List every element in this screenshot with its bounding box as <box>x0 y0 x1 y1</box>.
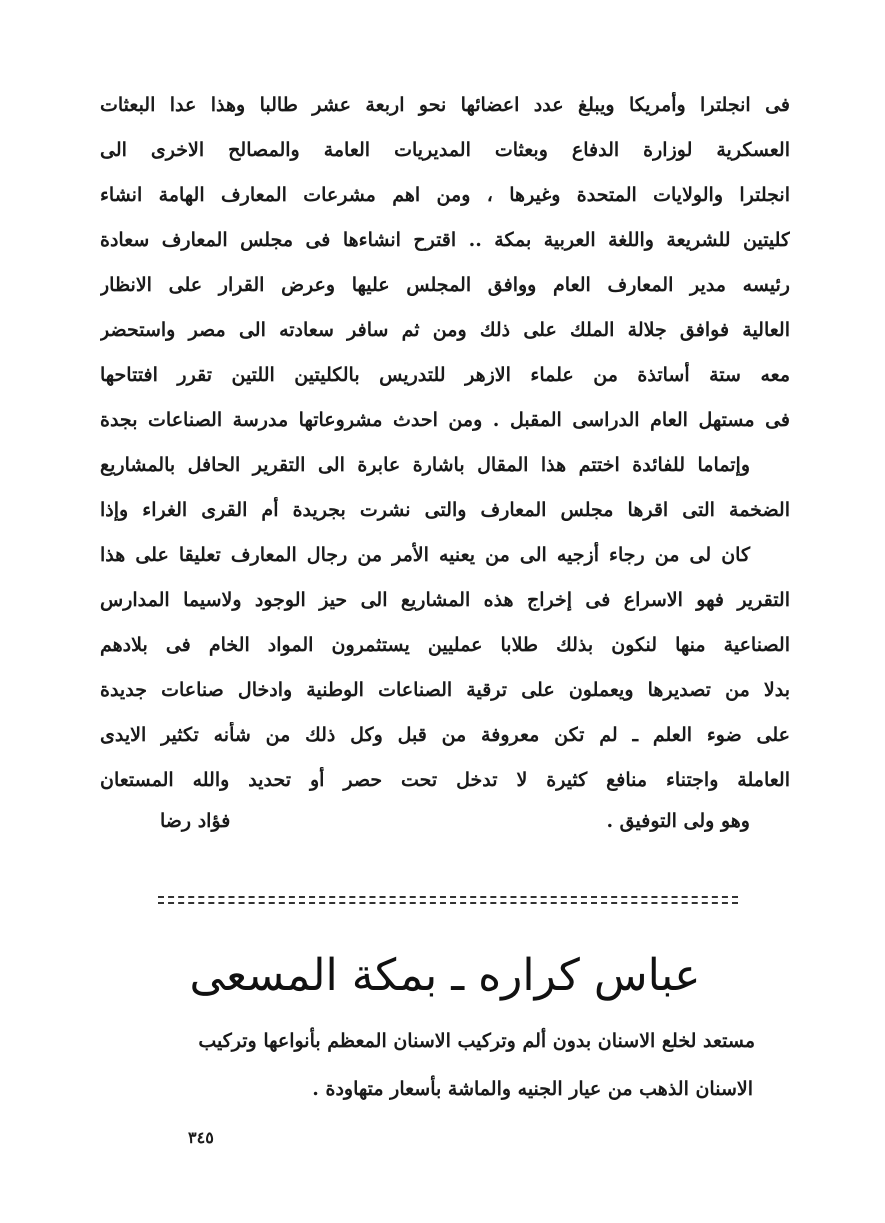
article-line-8: فى مستهل العام الدراسى المقبل . ومن احدث مشروعاتها مدرسة الصناعات بجدة <box>100 409 790 431</box>
closing-text: وهو ولى التوفيق . <box>606 810 750 832</box>
page-number: ٣٤٥ <box>188 1128 214 1147</box>
article-line-2: العسكرية لوزارة الدفاع وبعثات المديريات العامة والمصالح الاخرى الى <box>100 139 790 161</box>
article-line-14: بدلا من تصديرها ويعملون على ترقية الصناعات الوطنية وادخال صناعات جديدة <box>100 679 790 701</box>
article-line-5: رئيسه مدير المعارف العام ووافق المجلس عليها وعرض القرار على الانظار <box>100 274 790 296</box>
article-line-3: انجلترا والولايات المتحدة وغيرها ، ومن اهم مشرعات المعارف الهامة انشاء <box>100 184 790 206</box>
article-line-10: الضخمة التى اقرها مجلس المعارف والتى نشرت بجريدة أم القرى الغراء وإذا <box>100 499 790 521</box>
advertisement-line-1: مستعد لخلع الاسنان بدون ألم وتركيب الاسنان المعظم بأنواعها وتركيب <box>198 1030 755 1052</box>
article-line-13: الصناعية منها لنكون بذلك طلابا عمليين يستثمرون المواد الخام فى بلادهم <box>100 634 790 656</box>
article-line-1: فى انجلترا وأمريكا ويبلغ عدد اعضائها نحو اربعة عشر طالبا وهذا عدا البعثات <box>100 94 790 116</box>
article-line-15: على ضوء العلم ـ لم تكن معروفة من قبل وكل ذلك من شأنه تكثير الايدى <box>100 724 790 746</box>
article-line-4: كليتين للشريعة واللغة العربية بمكة .. اقترح انشاءها فى مجلس المعارف سعادة <box>100 229 790 251</box>
advertisement-line-2: الاسنان الذهب من عيار الجنيه والماشة بأسعار متهاودة . <box>312 1078 753 1100</box>
advertisement-title: عباس كراره ـ بمكة المسعى <box>189 950 701 1001</box>
article-line-12: التقرير فهو الاسراع فى إخراج هذه المشاريع الى حيز الوجود ولاسيما المدارس <box>100 589 790 611</box>
author-name: فؤاد رضا <box>160 810 231 832</box>
article-body <box>100 92 790 812</box>
article-signoff <box>160 810 750 832</box>
section-divider-top <box>158 896 738 898</box>
article-line-6: العالية فوافق جلالة الملك على ذلك ومن ثم سافر سعادته الى مصر واستحضر <box>100 319 790 341</box>
section-divider-bottom <box>158 902 738 904</box>
article-line-9: وإتماما للفائدة اختتم هذا المقال باشارة عابرة الى التقرير الحافل بالمشاريع <box>100 454 750 476</box>
article-line-16: العاملة واجتناء منافع كثيرة لا تدخل تحت حصر أو تحديد والله المستعان <box>100 769 790 791</box>
article-line-7: معه ستة أساتذة من علماء الازهر للتدريس بالكليتين اللتين تقرر افتتاحها <box>100 364 790 386</box>
article-line-11: كان لى من رجاء أزجيه الى من يعنيه الأمر من رجال المعارف تعليقا على هذا <box>100 544 750 566</box>
